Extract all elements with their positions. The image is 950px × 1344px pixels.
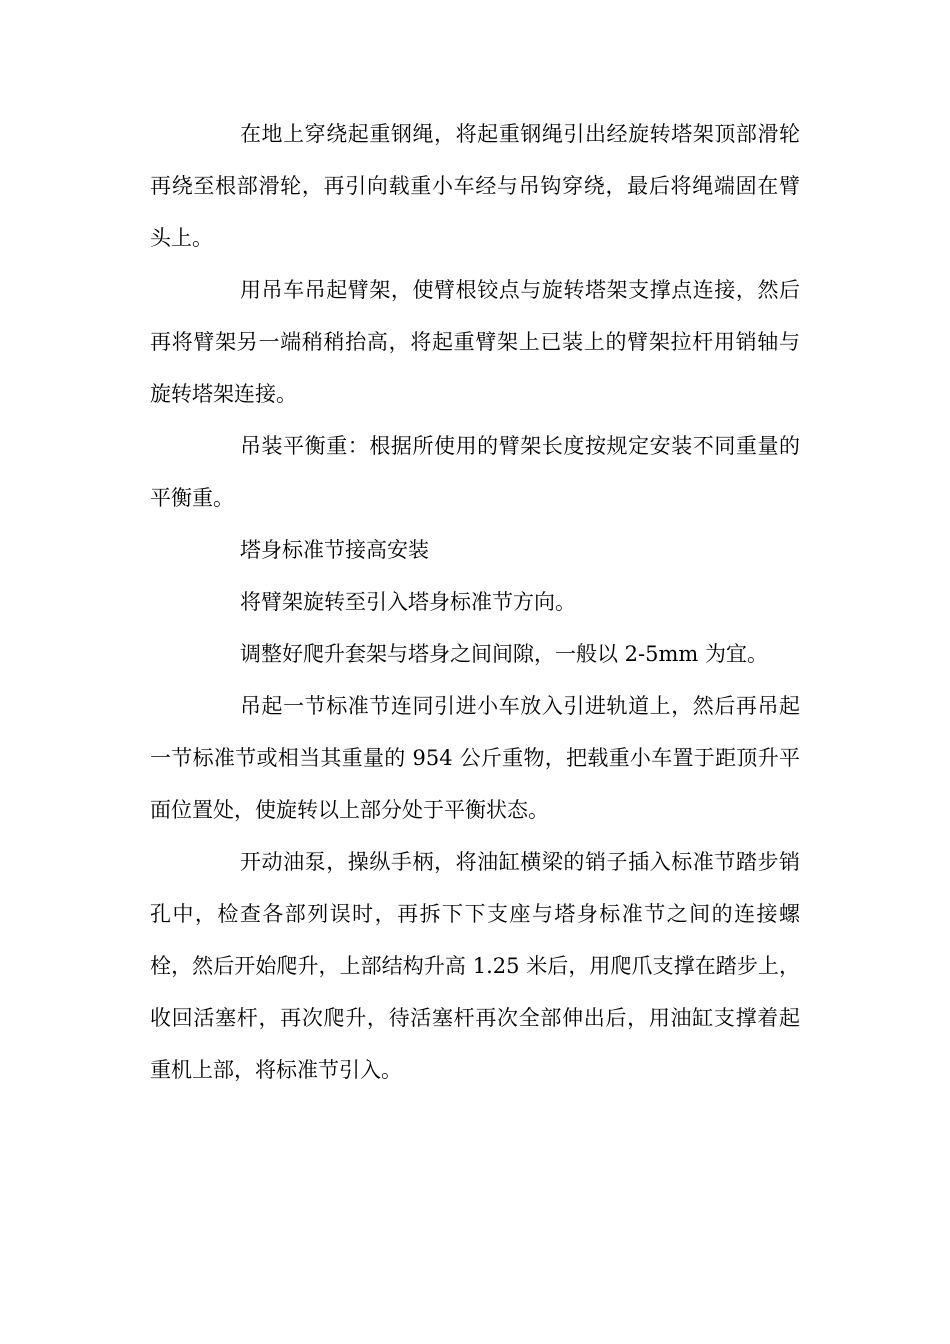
paragraph-6: 调整好爬升套架与塔身之间间隙，一般以 2-5mm 为宜。 [240,642,768,666]
document-body [150,108,800,1096]
paragraph-2: 用吊车吊起臂架，使臂根铰点与旋转塔架支撑点连接，然后再将臂架另一端稍稍抬高，将起重臂架上已装上的臂架拉杆用销轴与旋转塔架连接。 [150,278,800,406]
paragraph-3: 吊装平衡重：根据所使用的臂架长度按规定安装不同重量的平衡重。 [150,434,800,510]
paragraph-8: 开动油泵，操纵手柄，将油缸横梁的销子插入标准节踏步销孔中，检查各部列误时，再拆下下支座与塔身标准节之间的连接螺栓，然后开始爬升，上部结构升高 1.25 米后，用爬爪支撑在踏步上，收回活塞杆，再次爬升，待活塞杆再次全部伸出后，用油缸支撑着起重机上部，将标准节引入。 [150,850,800,1082]
paragraph-5: 将臂架旋转至引入塔身标准节方向。 [240,590,576,614]
paragraph-4-heading: 塔身标准节接高安装 [240,538,429,562]
paragraph-7: 吊起一节标准节连同引进小车放入引进轨道上，然后再吊起一节标准节或相当其重量的 954 公斤重物，把载重小车置于距顶升平面位置处，使旋转以上部分处于平衡状态。 [150,694,800,822]
paragraph-1: 在地上穿绕起重钢绳，将起重钢绳引出经旋转塔架顶部滑轮再绕至根部滑轮，再引向载重小车经与吊钩穿绕，最后将绳端固在臂头上。 [150,122,800,250]
